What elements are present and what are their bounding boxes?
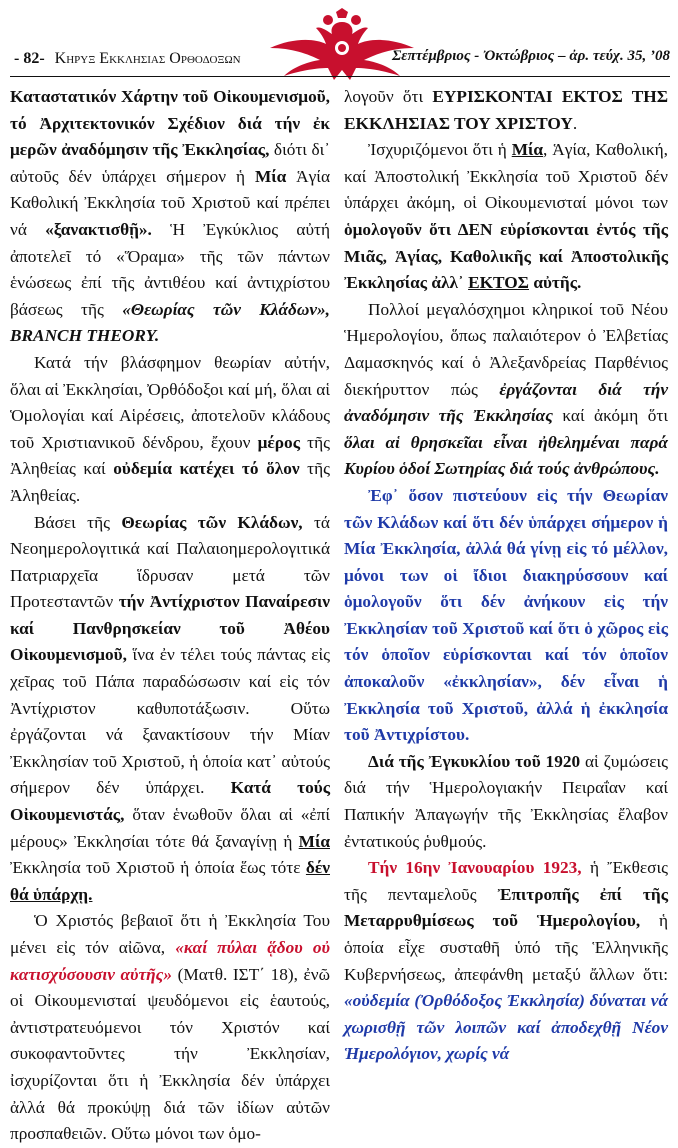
text: ἡ Ἔκθεσις τῆς πενταμελοῦς (344, 858, 668, 904)
text: Ἰσχυριζόμενοι ὅτι ἡ (368, 140, 512, 160)
text: διότι δι᾽ αὐτοῦς δέν ὑπάρχει σήμερον ἡ (10, 140, 330, 186)
double-headed-eagle-icon (262, 8, 422, 86)
paragraph (344, 297, 668, 483)
text: Κατά τήν βλάσφημον θεωρίαν αὐτήν, ὅλαι αἱ Ἐκκλησίαι, Ὀρθόδοξοι καί μή, ὅλαι αἱ Ὁμολογίαι καί Αἱρέσεις, ἀποτελοῦν κλάδους τοῦ Χριστιανικοῦ δένδρου, ἔχουν (10, 352, 330, 452)
text: , Ἁγία, Καθολική, καί Ἀποστολική Ἐκκλησία τοῦ Χριστοῦ δέν ὑπάρχει ἀκόμη, οἱ Οἰκουμενισταί μόνοι των (344, 140, 668, 213)
text: καί ἀκόμη ὅτι (552, 406, 668, 426)
header-left (14, 50, 241, 68)
text-red-quote: «καί πύλαι ᾅδου οὐ κατισχύσουσιν αὐτῆς» (10, 938, 331, 984)
issue-info: Σεπτέμβριος - Ὀκτώβριος – ἀρ. τεύχ. 35, ’08 (392, 48, 670, 64)
right-column (344, 84, 668, 1068)
text: τῆς Ἀληθείας. (10, 459, 330, 505)
text-bold: Διά τῆς Ἐγκυκλίου τοῦ 1920 (368, 751, 581, 771)
text-bold-italic: ὅλαι αἱ θρησκεῖαι εἶναι ἠθελημέναι παρά Κυρίου ὁδοί Σωτηρίας διά τούς ἀνθρώπους. (344, 432, 668, 479)
text-bold: οὐδεμία κατέχει τό ὅλον (113, 459, 300, 479)
text-bold: Θεωρίας τῶν Κλάδων, (121, 512, 303, 532)
text: ἵνα ἐν τέλει τούς πάντας εἰς χεῖρας τοῦ Πάπα παραδώσωσιν καί εἰς τόν Ἀντίχριστον καθυποτάξωσιν. Οὕτω ἐργάζονται νά ξανακτίσουν τήν Μίαν Ἐκκλησίαν τοῦ Χριστοῦ, ἡ ὁποία κατ᾽ αὐτούς σήμερον δέν ὑπάρχει. (10, 645, 330, 798)
text-bold: Μία (254, 166, 287, 186)
paragraph (10, 510, 330, 909)
text: ἡ ὁποία εἶχε συσταθῆ ὑπό τῆς Ἑλληνικῆς Κυβερνήσεως, ἀπεφάνθη μεταξύ ἄλλων ὅτι: (344, 911, 669, 984)
text: Βάσει τῆς (34, 512, 122, 532)
text: τά Νεοημερολογιτικά καί Παλαιοημερολογιτικά Πατριαρχεῖα ἵδρυσαν μετά τῶν Προτεσταντῶν (10, 512, 330, 612)
header-rule (10, 76, 670, 77)
text-red-date: Τήν 16ην Ἰανουαρίου 1923, (368, 858, 582, 878)
left-column (10, 84, 330, 1148)
paragraph (344, 749, 668, 855)
page-number: - 82- (14, 50, 45, 67)
text-bold: ΕΥΡΙΣΚΟΝΤΑΙ ΕΚΤΟΣ ΤΗΣ ΕΚΚΛΗΣΙΑΣ ΤΟΥ ΧΡΙΣΤΟΥ (344, 87, 669, 133)
text: Ἐκκλησία τοῦ Χριστοῦ ἡ ὁποία ἕως τότε (10, 858, 306, 878)
text-bold: τήν Ἀντίχριστον Παναίρεσιν καί Πανθρησκείαν τοῦ Ἀθέου Οἰκουμενισμοῦ, (10, 592, 330, 665)
paragraph (10, 350, 330, 510)
text-bold-italic: ἐργάζονται διά τήν ἀναδόμησιν τῆς Ἐκκλησίας (344, 379, 668, 426)
text-bold: ὁμολογοῦν ὅτι ΔΕΝ εὑρίσκονται ἐντός τῆς Μιᾶς, Ἁγίας, Καθολικῆς καί Ἀποστολικῆς Ἐκκλησίας ἀλλ᾽ (344, 219, 668, 293)
text-bold: αὐτῆς. (529, 273, 582, 293)
text-bold: Καταστατικόν Χάρτην τοῦ Οἰκουμενισμοῦ, τό Ἀρχιτεκτονικόν Σχέδιον διά τήν ἐκ μερῶν ἀναδόμησιν τῆς Ἐκκλησίας, (10, 87, 330, 160)
text-blue-quote: «οὐδεμία (Ὀρθόδοξος Ἐκκλησία) δύναται νά χωρισθῇ τῶν λοιπῶν καί ἀποδεχθῇ Νέον Ἡμερολόγιον, χωρίς νά (344, 991, 668, 1064)
text-bold: Ἐπιτροπῆς ἐπί τῆς Μεταρρυθμίσεως τοῦ Ἡμερολογίου, (344, 884, 668, 931)
text: Ἡ Ἐγκύκλιος αὐτή ἀποτελεῖ τό «Ὅραμα» τῆς τῶν πάντων ἑνώσεως ἐπί τῆς ἀντιθέου καί ἀντιχρίστου βάσεως τῆς (10, 219, 330, 319)
text: τῆς Ἀληθείας καί (10, 432, 330, 479)
text-bold: μέρος (257, 432, 300, 452)
text: . (572, 113, 578, 133)
paragraph (10, 908, 330, 1147)
paragraph (344, 855, 668, 1068)
text-bold-underlined: Μία (298, 831, 330, 851)
text: Πολλοί μεγαλόσχημοι κληρικοί τοῦ Νέου Ἡμερολογίου, ὅπως παλαιότερον ὁ Ἐλβετίας Δαμασκηνός καί ὁ Ἀλεξανδρείας Παρθένιος διεκήρυττον πώς (344, 299, 668, 399)
text: Ὁ Χριστός βεβαιοῖ ὅτι ἡ Ἐκκλησία Του μένει εἰς τόν αἰῶνα, (10, 911, 330, 957)
page-header (0, 0, 678, 80)
text-bold: «ξανακτισθῇ». (45, 219, 152, 239)
paragraph (344, 137, 668, 297)
text: Ἁγία Καθολική Ἐκκλησία τοῦ Χριστοῦ καί πρέπει νά (10, 166, 331, 239)
text-bold: Κατά τούς Οἰκουμενιστάς, (10, 778, 330, 825)
text: (Ματθ. ΙΣΤ΄ 18), ἐνῶ οἱ Οἰκουμενισταί ψευδόμενοι εἰς ἑαυτούς, ἀντιστρατευόμενοι τόν Χριστόν καί συκοφαντοῦντες τήν Ἐκκλησίαν, ἰσχυρίζονται ὅτι ἡ Ἐκκλησία δέν ὑπάρχει ἀλλά θά προκύψῃ διά τῶν ἰδίων αὐτῶν προσπαθειῶν. Οὕτω μόνοι των ὁμο- (10, 964, 330, 1144)
paragraph (344, 483, 668, 749)
text: λογοῦν ὅτι (344, 87, 433, 106)
text-bold-italic: «Θεωρίας τῶν Κλάδων», BRANCH THEORY. (10, 299, 330, 346)
journal-title: Κηρυξ Εκκλησιας Ορθοδοξων (54, 50, 241, 67)
text-bold-underlined: Μία (511, 140, 544, 160)
paragraph (344, 84, 668, 137)
text-bold-underlined: δέν θά ὑπάρχῃ. (10, 858, 330, 904)
text: ὅταν ἑνωθοῦν ὅλαι αἱ «ἐπί μέρους» Ἐκκλησίαι τότε θά ξαναγίνῃ ἡ (10, 805, 330, 851)
text-bold-underlined: ΕΚΤΟΣ (468, 273, 529, 293)
paragraph (10, 84, 330, 350)
text-blue: Ἐφ᾽ ὅσον πιστεύουν εἰς τήν Θεωρίαν τῶν Κλάδων καί ὅτι δέν ὑπάρχει σήμερον ἡ Μία Ἐκκλησία, ἀλλά θά γίνῃ εἰς τό μέλλον, μόνοι των οἱ ἴδιοι διακηρύσσουν καί ὁμολογοῦν ὅτι δέν ἀνήκουν εἰς τήν Ἐκκλησίαν τοῦ Χριστοῦ καί ὅτι ὁ χῶρος εἰς τόν ὁποῖον εὑρίσκονται καί τόν ὁποῖον ἀποκαλοῦν «ἐκκλησίαν», δέν εἶναι ἡ Ἐκκλησία τοῦ Χριστοῦ, ἀλλά ἡ ἐκκλησία τοῦ Ἀντιχρίστου. (344, 485, 668, 745)
text: αἱ ζυμώσεις διά τήν Ἡμερολογιακήν Πειραΐαν καί Παπικήν Ἀπαγωγήν τῆς Ἐκκλησίας ἔλαβον ἐντατικούς ῥυθμούς. (344, 751, 669, 851)
